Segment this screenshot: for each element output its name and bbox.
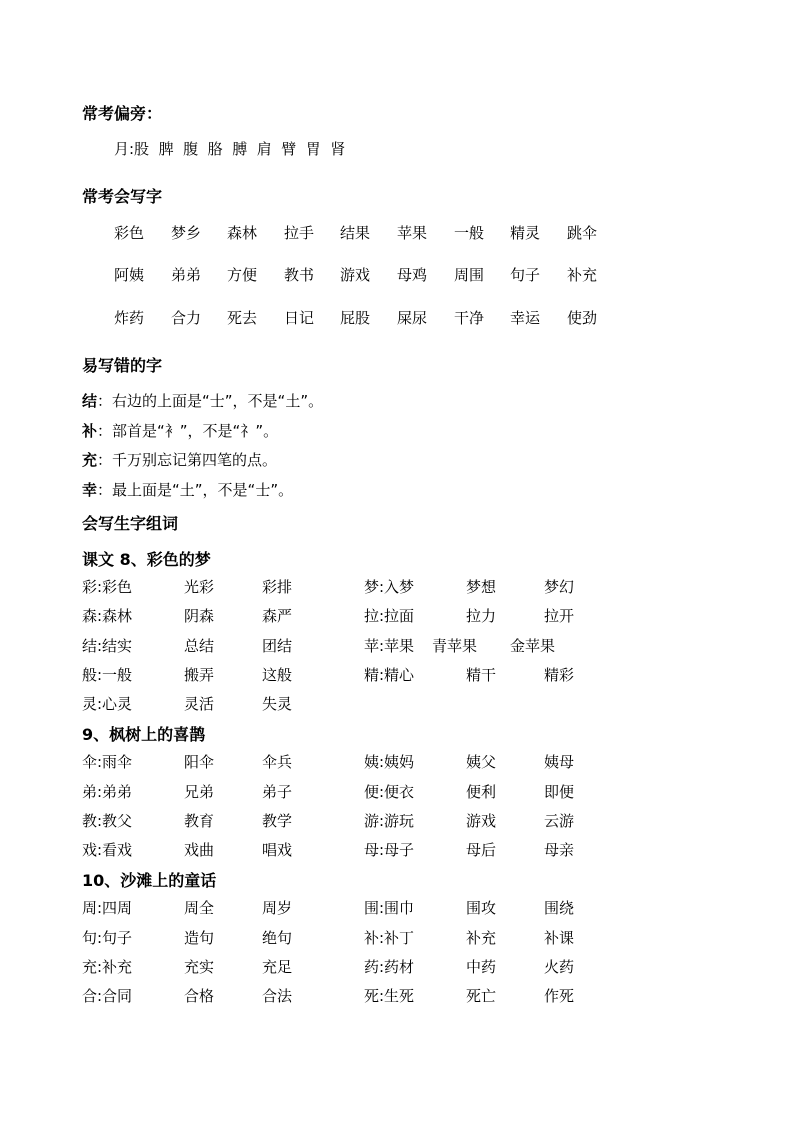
mistake-char: 充: [82, 451, 98, 469]
mistake-char: 幸: [82, 481, 98, 499]
write-word: 游戏: [340, 266, 371, 284]
word-cell: 青苹果: [432, 637, 478, 655]
word-cell: 梦:入梦: [364, 578, 415, 596]
word-cell: 拉力: [466, 607, 497, 625]
radicals-line: 月:股 脾 腹 胳 膊 肩 臂 胃 肾: [114, 140, 346, 158]
word-cell: 梦想: [466, 578, 497, 596]
word-cell: 教育: [184, 812, 215, 830]
word-cell: 围绕: [544, 899, 575, 917]
write-word: 使劲: [567, 309, 598, 327]
write-word: 死去: [227, 309, 258, 327]
word-cell: 作死: [544, 987, 575, 1005]
word-cell: 弟子: [262, 783, 293, 801]
word-cell: 失灵: [262, 695, 293, 713]
word-cell: 即便: [544, 783, 575, 801]
write-word: 幸运: [510, 309, 541, 327]
mistake-item: [82, 390, 323, 411]
word-cell: 梦幻: [544, 578, 575, 596]
write-word: 森林: [227, 224, 258, 242]
section-title-radicals: 常考偏旁：: [82, 104, 163, 123]
word-cell: 姨父: [466, 753, 497, 771]
word-cell: 绝句: [262, 929, 293, 947]
write-word: 日记: [284, 309, 315, 327]
write-word: 炸药: [114, 309, 145, 327]
write-word: 拉手: [284, 224, 315, 242]
mistake-text: ：部首是“衤”，不是“礻”。: [97, 422, 279, 440]
word-cell: 灵:心灵: [82, 695, 133, 713]
word-cell: 姨母: [544, 753, 575, 771]
word-cell: 这般: [262, 666, 293, 684]
word-cell: 阴森: [184, 607, 215, 625]
word-cell: 光彩: [184, 578, 215, 596]
word-cell: 母亲: [544, 841, 575, 859]
word-cell: 死:生死: [364, 987, 415, 1005]
section-title-mistakes: 易写错的字: [82, 356, 163, 375]
word-cell: 便:便衣: [364, 783, 415, 801]
word-cell: 森严: [262, 607, 293, 625]
write-word: 屁股: [340, 309, 371, 327]
word-cell: 补充: [466, 929, 497, 947]
word-cell: 合格: [184, 987, 215, 1005]
word-cell: 般:一般: [82, 666, 133, 684]
word-cell: 彩排: [262, 578, 293, 596]
word-cell: 森:森林: [82, 607, 133, 625]
mistake-char: 结: [82, 392, 98, 410]
word-cell: 补课: [544, 929, 575, 947]
write-word: 一般: [454, 224, 485, 242]
word-cell: 中药: [466, 958, 497, 976]
word-cell: 周:四周: [82, 899, 133, 917]
write-word: 结果: [340, 224, 371, 242]
word-cell: 母后: [466, 841, 497, 859]
word-cell: 围攻: [466, 899, 497, 917]
word-cell: 造句: [184, 929, 215, 947]
word-cell: 游戏: [466, 812, 497, 830]
word-cell: 阳伞: [184, 753, 215, 771]
word-cell: 总结: [184, 637, 215, 655]
word-cell: 戏:看戏: [82, 841, 133, 859]
word-cell: 拉:拉面: [364, 607, 415, 625]
word-cell: 药:药材: [364, 958, 415, 976]
mistake-item: [82, 449, 277, 470]
word-cell: 彩:彩色: [82, 578, 133, 596]
write-word: 方便: [227, 266, 258, 284]
write-word: 合力: [171, 309, 202, 327]
mistake-item: [82, 420, 278, 441]
word-cell: 母:母子: [364, 841, 415, 859]
word-cell: 周岁: [262, 899, 293, 917]
word-cell: 结:结实: [82, 637, 133, 655]
word-cell: 姨:姨妈: [364, 753, 415, 771]
word-cell: 充实: [184, 958, 215, 976]
word-cell: 精彩: [544, 666, 575, 684]
word-cell: 团结: [262, 637, 293, 655]
write-word: 阿姨: [114, 266, 145, 284]
mistake-item: [82, 479, 293, 500]
write-word: 苹果: [397, 224, 428, 242]
write-word: 跳伞: [567, 224, 598, 242]
write-word: 梦乡: [171, 224, 202, 242]
section-title-words: 会写生字组词: [82, 514, 179, 533]
word-cell: 金苹果: [510, 637, 556, 655]
word-cell: 合法: [262, 987, 293, 1005]
write-word: 弟弟: [171, 266, 202, 284]
word-cell: 弟:弟弟: [82, 783, 133, 801]
word-cell: 苹:苹果: [364, 637, 415, 655]
word-cell: 戏曲: [184, 841, 215, 859]
write-word: 句子: [510, 266, 541, 284]
lesson-title: 10、沙滩上的童话: [82, 871, 217, 891]
lesson-title: 课文 8、彩色的梦: [82, 550, 211, 569]
word-cell: 云游: [544, 812, 575, 830]
word-cell: 句:句子: [82, 929, 133, 947]
mistake-char: 补: [82, 422, 98, 440]
mistake-text: ：最上面是“土”，不是“士”。: [97, 481, 294, 499]
word-cell: 搬弄: [184, 666, 215, 684]
word-cell: 游:游玩: [364, 812, 415, 830]
write-word: 干净: [454, 309, 485, 327]
word-cell: 教学: [262, 812, 293, 830]
write-word: 屎尿: [397, 309, 428, 327]
write-word: 彩色: [114, 224, 145, 242]
word-cell: 充:补充: [82, 958, 133, 976]
word-cell: 补:补丁: [364, 929, 415, 947]
word-cell: 精:精心: [364, 666, 415, 684]
word-cell: 伞:雨伞: [82, 753, 133, 771]
word-cell: 充足: [262, 958, 293, 976]
write-word: 补充: [567, 266, 598, 284]
mistake-text: ：右边的上面是“士”，不是“土”。: [97, 392, 324, 410]
write-word: 教书: [284, 266, 315, 284]
write-word: 精灵: [510, 224, 541, 242]
word-cell: 火药: [544, 958, 575, 976]
word-cell: 周全: [184, 899, 215, 917]
word-cell: 精干: [466, 666, 497, 684]
write-word: 母鸡: [397, 266, 428, 284]
word-cell: 教:教父: [82, 812, 133, 830]
word-cell: 伞兵: [262, 753, 293, 771]
word-cell: 便利: [466, 783, 497, 801]
section-title-write: 常考会写字: [82, 187, 163, 206]
word-cell: 灵活: [184, 695, 215, 713]
word-cell: 唱戏: [262, 841, 293, 859]
word-cell: 围:围巾: [364, 899, 415, 917]
word-cell: 兄弟: [184, 783, 215, 801]
word-cell: 合:合同: [82, 987, 133, 1005]
mistake-text: ：千万别忘记第四笔的点。: [97, 451, 278, 469]
write-word: 周围: [454, 266, 485, 284]
lesson-title: 9、枫树上的喜鹊: [82, 725, 206, 745]
word-cell: 拉开: [544, 607, 575, 625]
word-cell: 死亡: [466, 987, 497, 1005]
